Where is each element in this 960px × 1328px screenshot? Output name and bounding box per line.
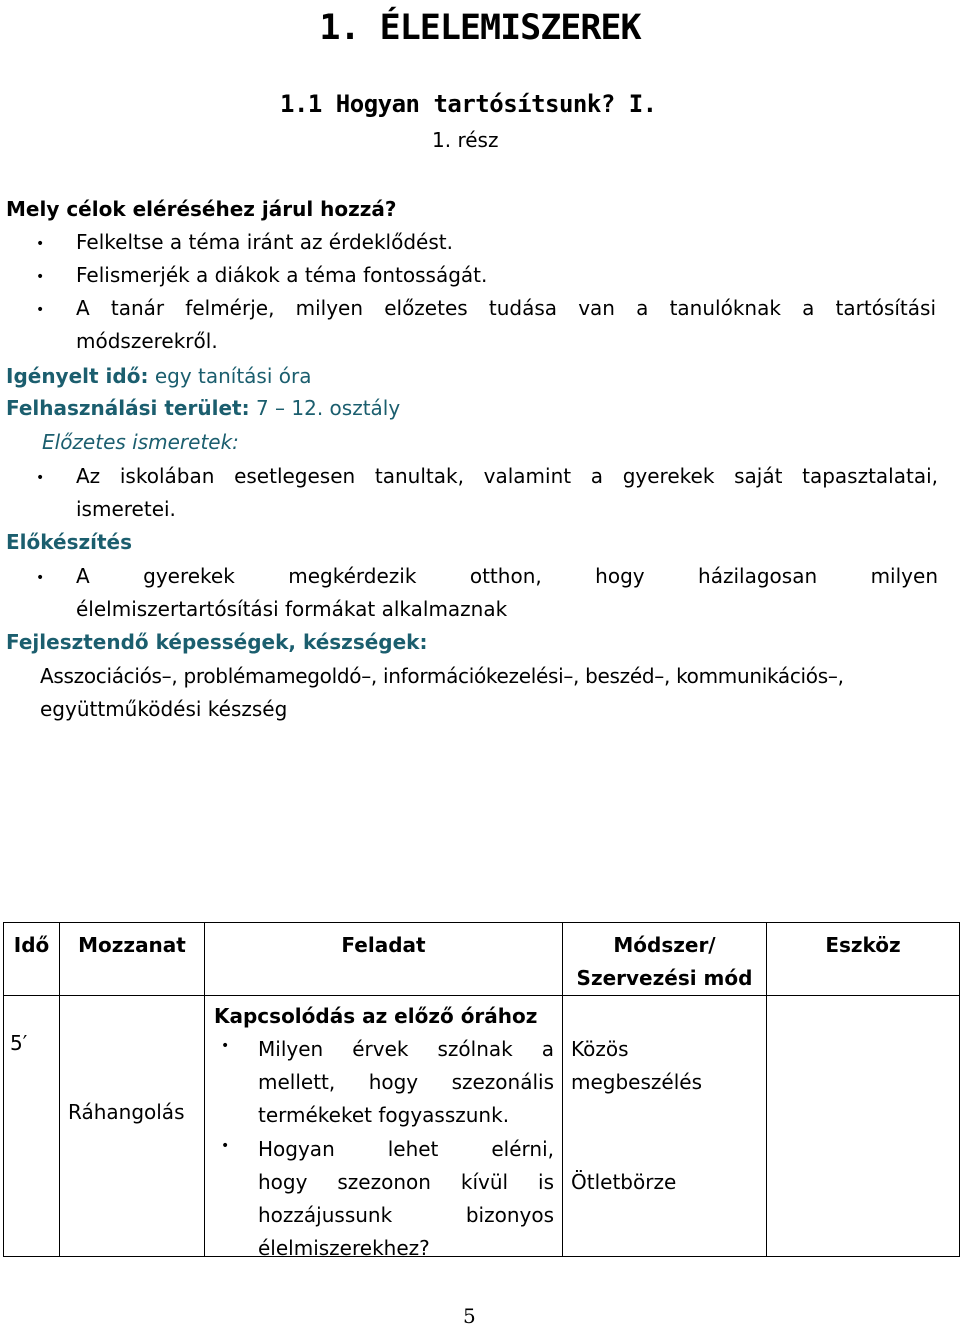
task-title: Kapcsolódás az előző órához <box>214 1004 538 1028</box>
header-method-line1: Módszer/ <box>613 933 716 957</box>
method-1-line2: megbeszélés <box>571 1070 702 1094</box>
prep-title: Előkészítés <box>6 530 133 554</box>
skills-text-continued: együttműködési készség <box>40 697 288 721</box>
prep-text: A gyerekek megkérdezik otthon, hogy házilagosan milyen <box>76 564 938 588</box>
part-label: 1. rész <box>432 128 499 152</box>
stage-value: Ráhangolás <box>68 1100 185 1124</box>
prior-text-continued: ismeretei. <box>76 497 176 521</box>
question-1-line1: Milyen érvek szólnak a <box>258 1037 554 1061</box>
question-2-line2: hogy szezonon kívül is <box>258 1170 554 1194</box>
question-2-line4: élelmiszerekhez? <box>258 1236 430 1260</box>
prior-text: Az iskolában esetlegesen tanultak, valamint a gyerekek saját tapasztalatai, <box>76 464 938 488</box>
prep-text-continued: élelmiszertartósítási formákat alkalmaznak <box>76 597 508 621</box>
section-heading: 1.1 Hogyan tartósítsunk? I. <box>280 90 657 118</box>
bullet-icon: • <box>36 302 45 318</box>
area-value: 7 – 12. osztály <box>255 396 401 420</box>
header-task: Feladat <box>205 923 563 996</box>
time-row <box>6 364 311 388</box>
cell-task <box>205 996 563 1260</box>
time-value-cell: 5′ <box>10 1031 28 1055</box>
method-2: Ötletbörze <box>571 1170 677 1194</box>
time-label: Igényelt idő: <box>6 364 149 388</box>
goals-title: Mely célok eléréséhez járul hozzá? <box>6 197 397 221</box>
question-1-line3: termékeket fogyasszunk. <box>258 1103 510 1127</box>
bullet-icon: • <box>36 570 45 586</box>
header-method-line2: Szervezési mód <box>576 966 753 990</box>
skills-text: Asszociációs–, problémamegoldó–, információkezelési–, beszéd–, kommunikációs–, <box>40 664 844 688</box>
time-value: egy tanítási óra <box>154 364 312 388</box>
skills-title: Fejlesztendő képességek, készségek: <box>6 630 428 654</box>
area-row <box>6 396 400 420</box>
prior-title: Előzetes ismeretek: <box>42 430 239 454</box>
page-number: 5 <box>463 1304 476 1328</box>
bullet-icon: • <box>221 1038 230 1054</box>
bullet-icon: • <box>36 236 45 252</box>
question-1-line2: mellett, hogy szezonális <box>258 1070 554 1094</box>
cell-method <box>563 996 767 1257</box>
table-row <box>4 996 960 1257</box>
goal-item: Felkeltse a téma iránt az érdeklődést. <box>76 230 453 254</box>
question-2-line3: hozzájussunk bizonyos <box>258 1203 554 1227</box>
method-1-line1: Közös <box>571 1037 629 1061</box>
header-time: Idő <box>4 923 60 996</box>
goal-item-continued: módszerekről. <box>76 329 218 353</box>
cell-time <box>4 996 60 1257</box>
page-heading: 1. ÉLELEMISZEREK <box>319 8 641 48</box>
question-2-line1: Hogyan lehet elérni, <box>258 1137 554 1161</box>
goal-item: Felismerjék a diákok a téma fontosságát. <box>76 263 488 287</box>
area-label: Felhasználási terület: <box>6 396 250 420</box>
table-header-row <box>4 923 960 996</box>
lesson-plan-table <box>3 922 960 1260</box>
bullet-icon: • <box>221 1138 230 1154</box>
bullet-icon: • <box>36 269 45 285</box>
cell-stage <box>60 996 205 1257</box>
goal-item: A tanár felmérje, milyen előzetes tudása van a tanulóknak a tartósítási <box>76 296 936 320</box>
header-tools: Eszköz <box>767 923 960 996</box>
header-method <box>563 923 767 996</box>
bullet-icon: • <box>36 470 45 486</box>
header-stage: Mozzanat <box>60 923 205 996</box>
cell-tools <box>767 996 960 1257</box>
